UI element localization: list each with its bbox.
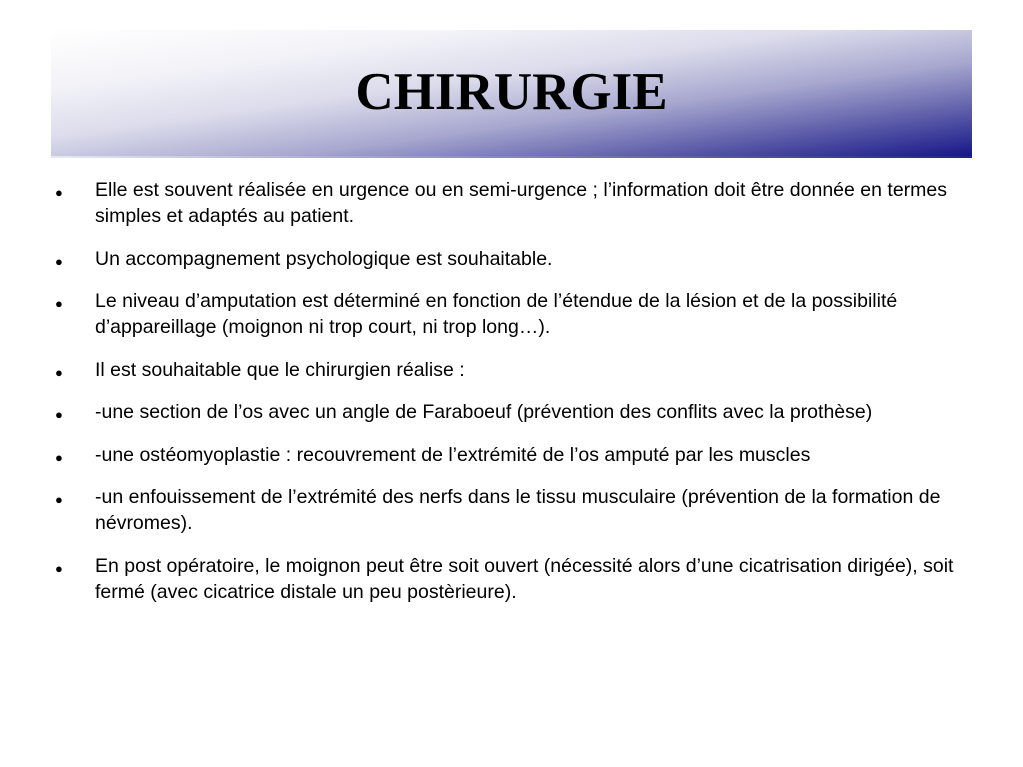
bullet-item (55, 553, 975, 605)
bullet-dot-icon: ● (55, 253, 63, 269)
bullet-dot-icon: ● (55, 185, 63, 200)
title-banner (51, 30, 972, 158)
bullet-item (55, 442, 975, 468)
bullet-item (55, 357, 975, 383)
bullet-dot-icon: ● (55, 296, 63, 311)
bullet-item (55, 484, 975, 536)
bullet-dot-icon: ● (55, 560, 63, 576)
bullet-text: -une section de l’os avec un angle de Faraboeuf (prévention des conflits avec la prothèse) (95, 401, 873, 423)
bullet-list (55, 177, 975, 621)
bullet-text: Elle est souvent réalisée en urgence ou en semi-urgence ; l’information doit être donnée en termes simples et adaptés au patient. (95, 179, 947, 227)
bullet-text: En post opératoire, le moignon peut être soit ouvert (nécessité alors d’une cicatrisation dirigée), soit fermé (avec cicatrice distale un peu postèrieure). (95, 554, 954, 603)
bullet-item (55, 177, 975, 229)
bullet-text: Il est souhaitable que le chirurgien réalise : (95, 358, 465, 381)
bullet-dot-icon: ● (55, 407, 63, 422)
bullet-text: -une ostéomyoplastie : recouvrement de l’extrémité de l’os amputé par les muscles (95, 443, 811, 466)
bullet-item (55, 288, 975, 340)
bullet-item (55, 246, 975, 272)
slide-title: CHIRURGIE (355, 63, 668, 121)
bullet-text: Un accompagnement psychologique est souhaitable. (95, 247, 553, 270)
bullet-text: -un enfouissement de l’extrémité des nerfs dans le tissu musculaire (prévention de la formation de névromes). (95, 486, 941, 534)
bullet-text: Le niveau d’amputation est déterminé en fonction de l’étendue de la lésion et de la possibilité d’appareillage (moignon ni trop court, ni trop long…). (95, 290, 898, 338)
bullet-dot-icon: ● (55, 492, 63, 507)
bullet-dot-icon: ● (55, 449, 63, 465)
bullet-item (55, 399, 975, 425)
bullet-dot-icon: ● (55, 364, 63, 380)
